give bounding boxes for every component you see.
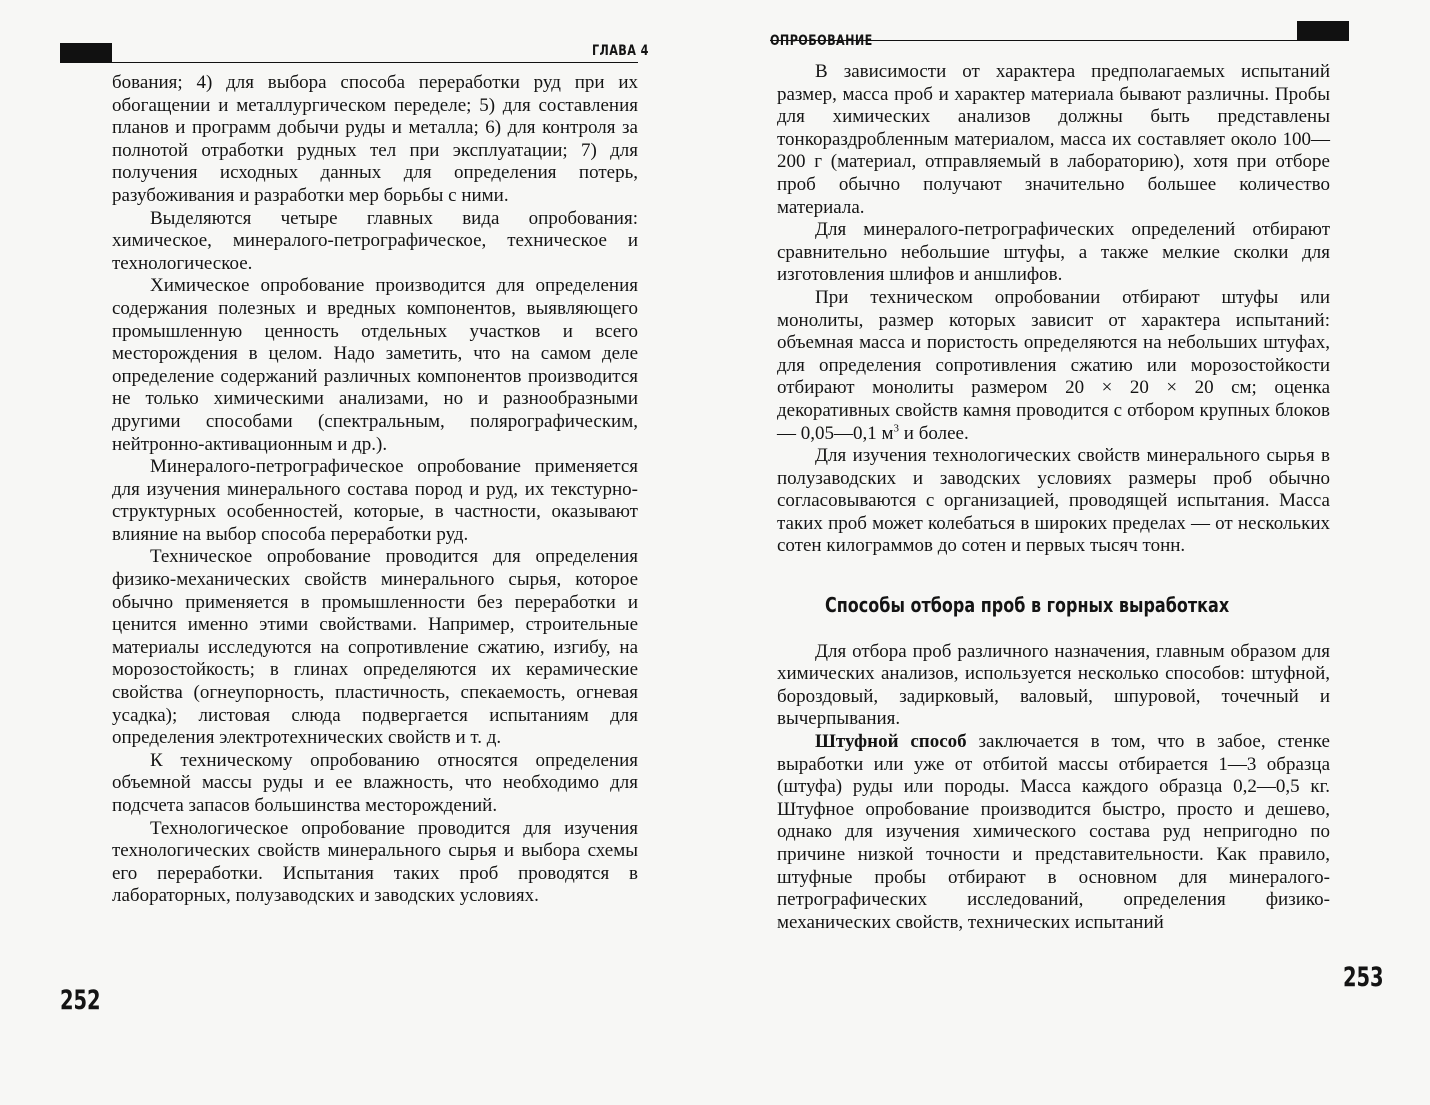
paragraph: В зависимости от характера предполагаемых испытаний размер, масса проб и характер материала бывают различны. Пробы для химических анализов должны быть представлены тонкораздробленным материалом, масса их составляет около 100—200 г (материал, отправляемый в лабораторию), хотя при отборе проб обычно получают значительно большее количество материала. <box>777 61 1330 218</box>
left-body-text <box>112 72 638 908</box>
page-tab-marker <box>1297 21 1349 40</box>
paragraph: Для отбора проб различного назначения, главным образом для химических анализов, используется несколько способов: штуфной, бороздовый, задирковый, валовый, шпуровой, точечный и вычерпывания. <box>777 640 1330 730</box>
right-page <box>715 0 1430 1105</box>
paragraph: бования; 4) для выбора способа переработки руд при их обогащении и металлургическом переделе; 5) для составления планов и программ добычи руды и металла; 6) для контроля за полнотой отработки рудных тел при эксплуатации; 7) для получения исходных данных для определения потерь, разубоживания и разработки мер борьбы с ними. <box>112 72 638 206</box>
paragraph: Химическое опробование производится для определения содержания полезных и вредных компонентов, выявляющего промышленную ценность отдельных участков и всего месторождения в целом. Надо заметить, что на самом деле определение содержаний различных компонентов производится не только химическими анализами, но и разнообразными другими способами (спектральным, полярографическим, нейтронно-активационным и др.). <box>112 275 638 455</box>
running-head: ОПРОБОВАНИЕ <box>770 33 873 49</box>
paragraph: Выделяются четыре главных вида опробования: химическое, минералого-петрографическое, техническое и технологическое. <box>112 207 638 274</box>
paragraph: Для изучения технологических свойств минерального сырья в полузаводских и заводских условиях размеры проб обычно согласовываются с организацией, проводящей испытания. Масса таких проб может колебаться в широких пределах — от нескольких сотен килограммов до сотен и первых тысяч тонн. <box>777 445 1330 557</box>
superscript: 3 <box>893 422 900 435</box>
paragraph: Для минералого-петрографических определений отбирают сравнительно небольшие штуфы, а также мелкие сколки для изготовления шлифов и аншлифов. <box>777 219 1330 286</box>
paragraph <box>777 731 1330 934</box>
page-tab-marker <box>60 43 112 62</box>
running-head: ГЛАВА 4 <box>592 43 649 59</box>
paragraph <box>777 287 1330 445</box>
paragraph-text: и более. <box>899 422 969 444</box>
paragraph: К техническому опробованию относятся определения объемной массы руды и ее влажность, что необходимо для подсчета запасов большинства месторождений. <box>112 749 638 816</box>
bold-term: Штуфной способ <box>815 731 967 753</box>
paragraph: Технологическое опробование проводится для изучения технологических свойств минерального сырья и выбора схемы его переработки. Испытания таких проб проводятся в лабораторных, полузаводских и заводских условиях. <box>112 817 638 907</box>
page-number: 253 <box>1343 962 1384 993</box>
paragraph: Техническое опробование проводится для определения физико-механических свойств минерального сырья, которое обычно применяется в промышленности без переработки и ценится именно этими свойствами. Например, строительные материалы исследуются на сопротивление сжатию, изгибу, на морозостойкость; в глинах определяются их керамические свойства (огнеупорность, пластичность, спекаемость, огневая усадка); листовая слюда подвергается испытаниям для определения электротехнических свойств и т. д. <box>112 546 638 749</box>
header-rule <box>60 62 638 63</box>
page-number: 252 <box>60 985 101 1016</box>
right-body-text <box>777 61 1330 934</box>
paragraph-text: заключается в том, что в забое, стенке выработки или уже от отбитой массы отбирается 1—3 образца (штуфа) руды или породы. Масса каждого образца 0,2—0,5 кг. Штуфное опробование производится быстро, просто и дешево, однако для изучения химического состава руд непригодно по причине низкой точности и представительности. Как правило, штуфные пробы отбирают в основном для минералого-петрографических исследований, определения физико-механических свойств, технических испытаний <box>777 731 1330 933</box>
paragraph-text: При техническом опробовании отбирают штуфы или монолиты, размер которых зависит от характера испытаний: объемная масса и пористость определяются на небольших штуфах, для определения сопротивления сжатию или морозостойкости отбирают монолиты размером 20 × 20 × 20 см; оценка декоративных свойств камня проводится с отбором крупных блоков — 0,05—0,1 м <box>777 286 1330 444</box>
section-heading: Способы отбора проб в горных выработках <box>825 593 1230 618</box>
paragraph: Минералого-петрографическое опробование применяется для изучения минерального состава пород и руд, их текстурно-структурных особенностей, которые, в частности, оказывают влияние на выбор способа переработки руд. <box>112 456 638 545</box>
